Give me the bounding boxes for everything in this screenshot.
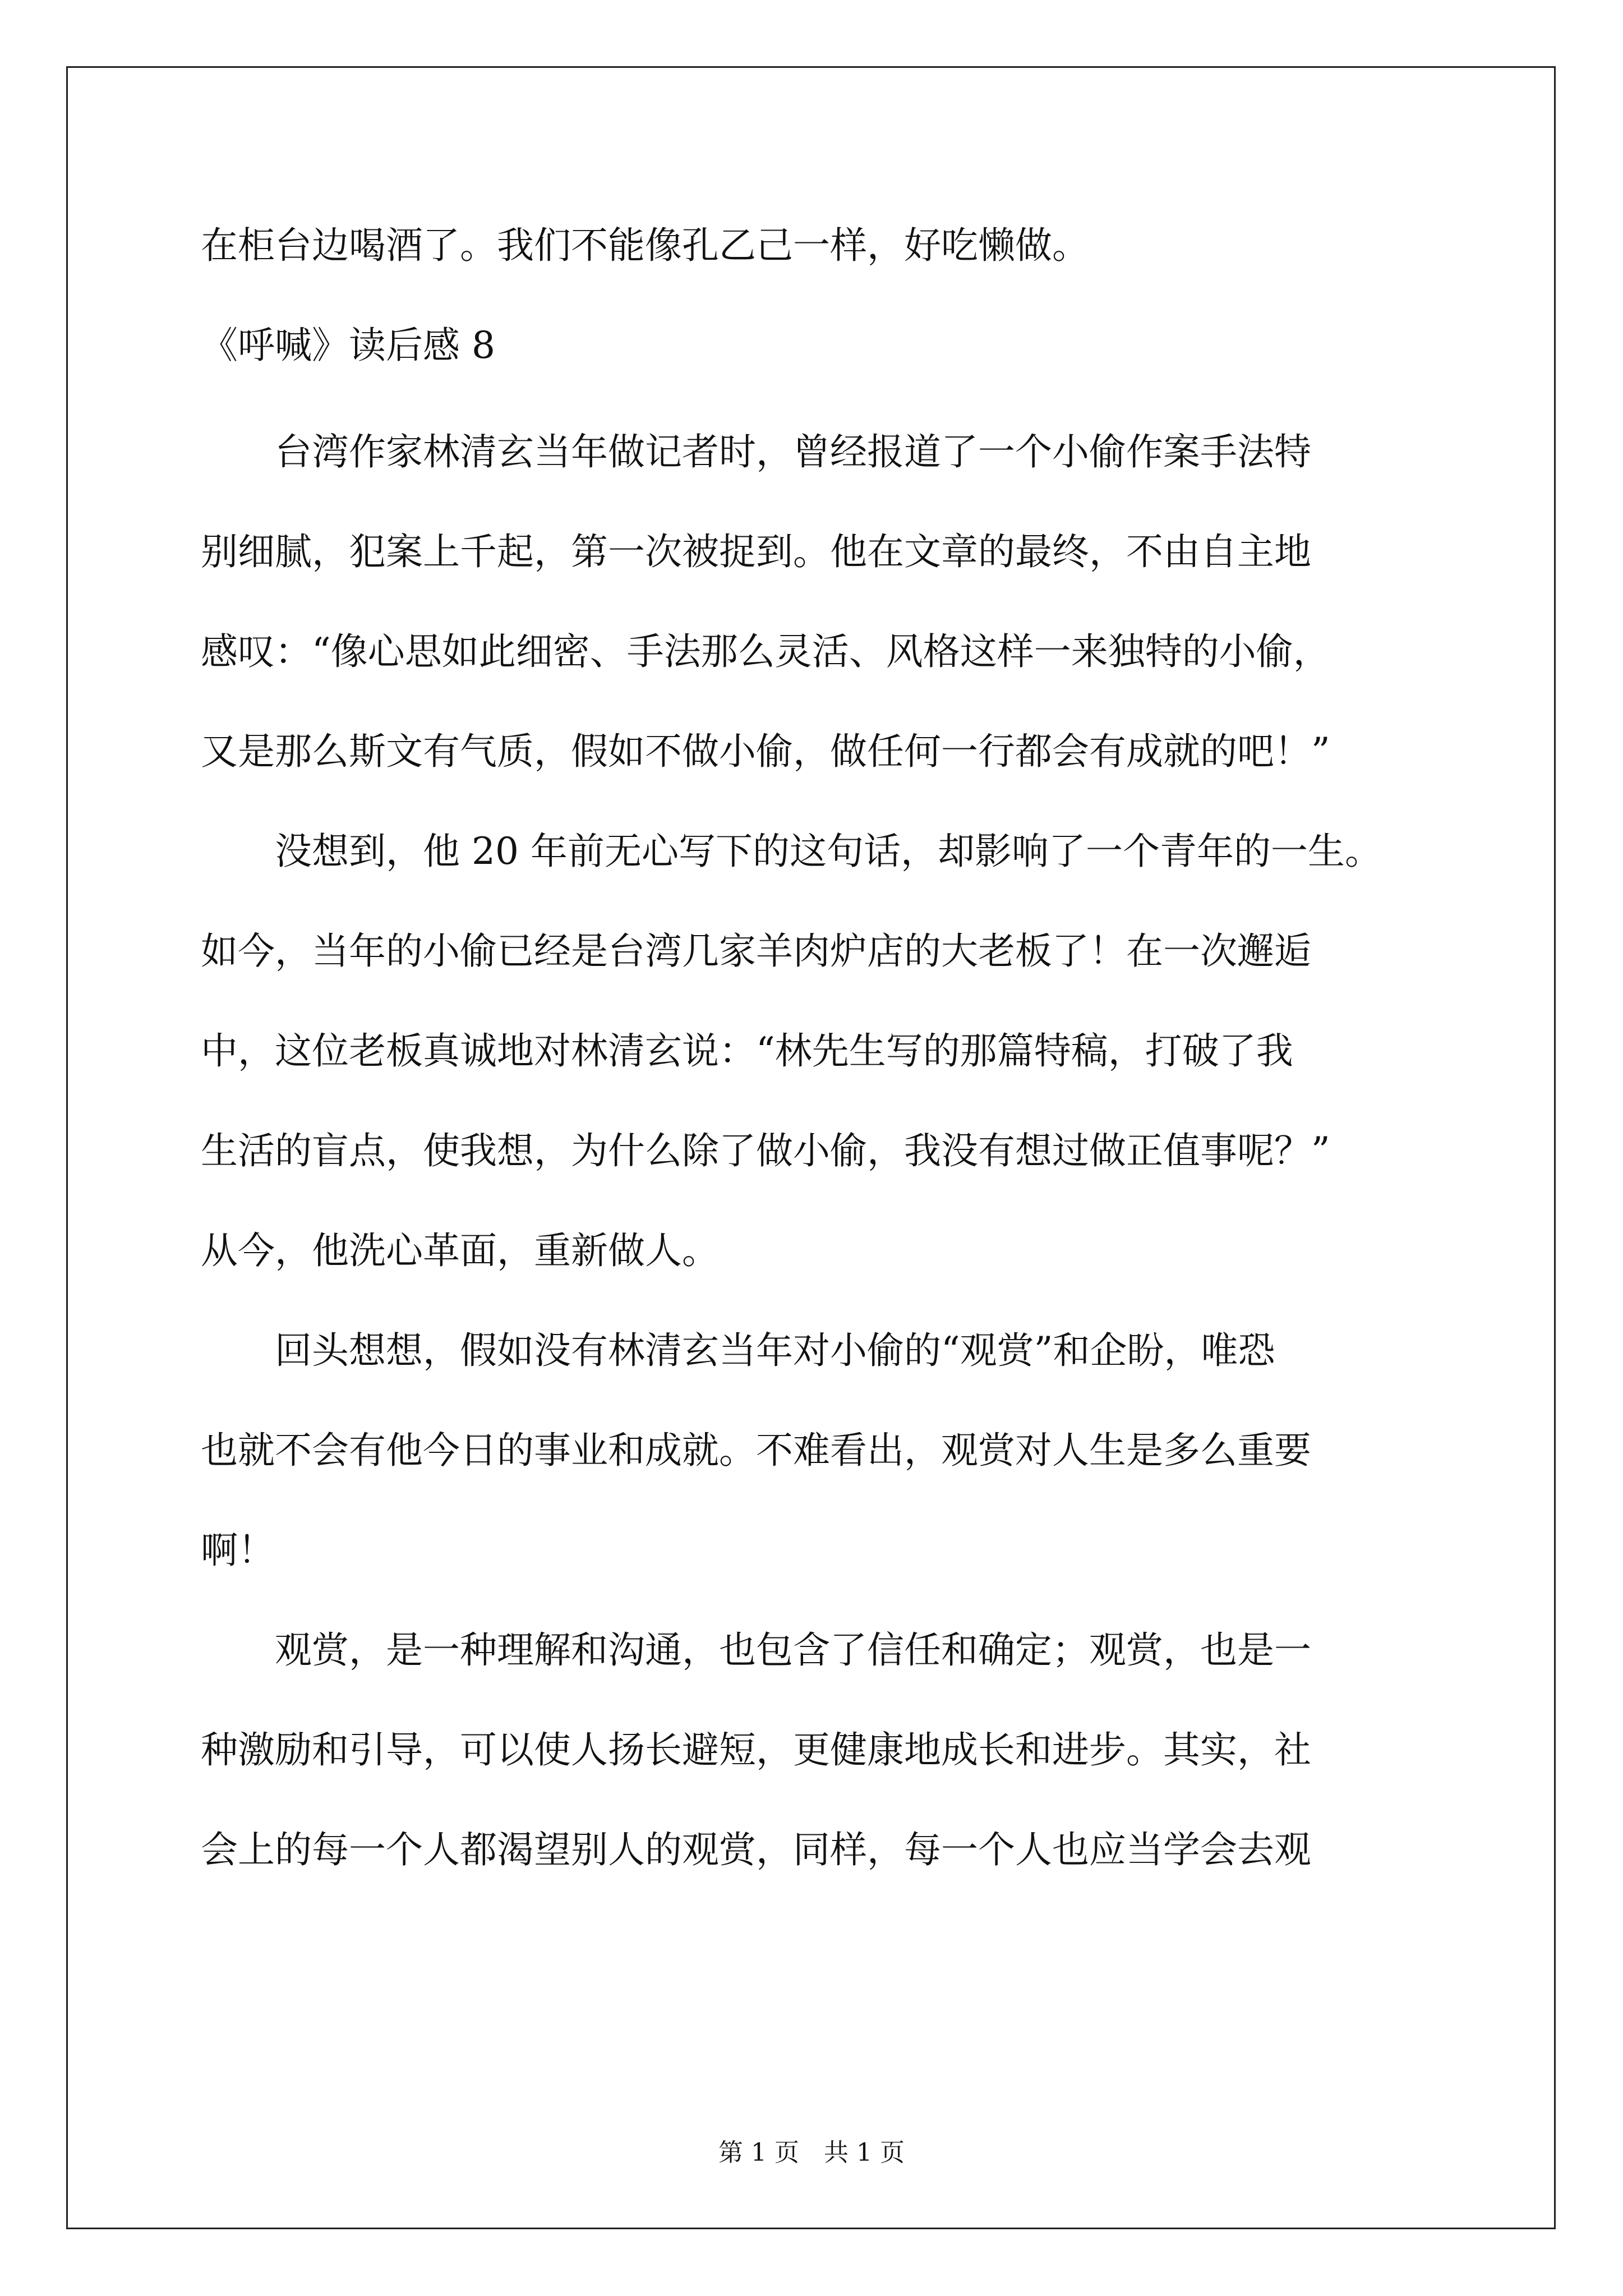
paragraph-line: 生活的盲点，使我想，为什么除了做小偷，我没有想过做正值事呢？” <box>201 1129 1330 1172</box>
page-footer: 第 1 页 共 1 页 <box>718 2138 905 2167</box>
paragraph-line: 回头想想，假如没有林清玄当年对小偷的“观赏”和企盼，唯恐 <box>201 1329 1275 1372</box>
paragraph-line: 又是那么斯文有气质，假如不做小偷，做任何一行都会有成就的吧！” <box>201 730 1330 773</box>
paragraph-line: 会上的每一个人都渴望别人的观赏，同样，每一个人也应当学会去观 <box>201 1828 1311 1871</box>
paragraph-line: 也就不会有他今日的事业和成就。不难看出，观赏对人生是多么重要 <box>201 1429 1311 1472</box>
section-title: 《呼喊》读后感 8 <box>201 324 495 367</box>
paragraph-line: 啊！ <box>201 1529 275 1572</box>
paragraph-line: 别细腻，犯案上千起，第一次被捉到。他在文章的最终，不由自主地 <box>201 530 1311 573</box>
paragraph-line: 观赏，是一种理解和沟通，也包含了信任和确定；观赏，也是一 <box>201 1628 1311 1672</box>
paragraph-line: 如今，当年的小偷已经是台湾几家羊肉炉店的大老板了！在一次邂逅 <box>201 930 1311 973</box>
paragraph-line: 台湾作家林清玄当年做记者时，曾经报道了一个小偷作案手法特 <box>201 430 1311 473</box>
paragraph-line: 从今，他洗心革面，重新做人。 <box>201 1229 719 1272</box>
carryover-line: 在柜台边喝酒了。我们不能像孔乙己一样，好吃懒做。 <box>201 224 1089 267</box>
paragraph-line: 中，这位老板真诚地对林清玄说：“林先生写的那篇特稿，打破了我 <box>201 1029 1293 1073</box>
paragraph-line: 种激励和引导，可以使人扬长避短，更健康地成长和进步。其实，社 <box>201 1728 1311 1772</box>
paragraph-line: 没想到，他 20 年前无心写下的这句话，却影响了一个青年的一生。 <box>201 830 1382 873</box>
paragraph-line: 感叹：“像心思如此细密、手法那么灵活、风格这样一来独特的小偷， <box>201 630 1330 673</box>
